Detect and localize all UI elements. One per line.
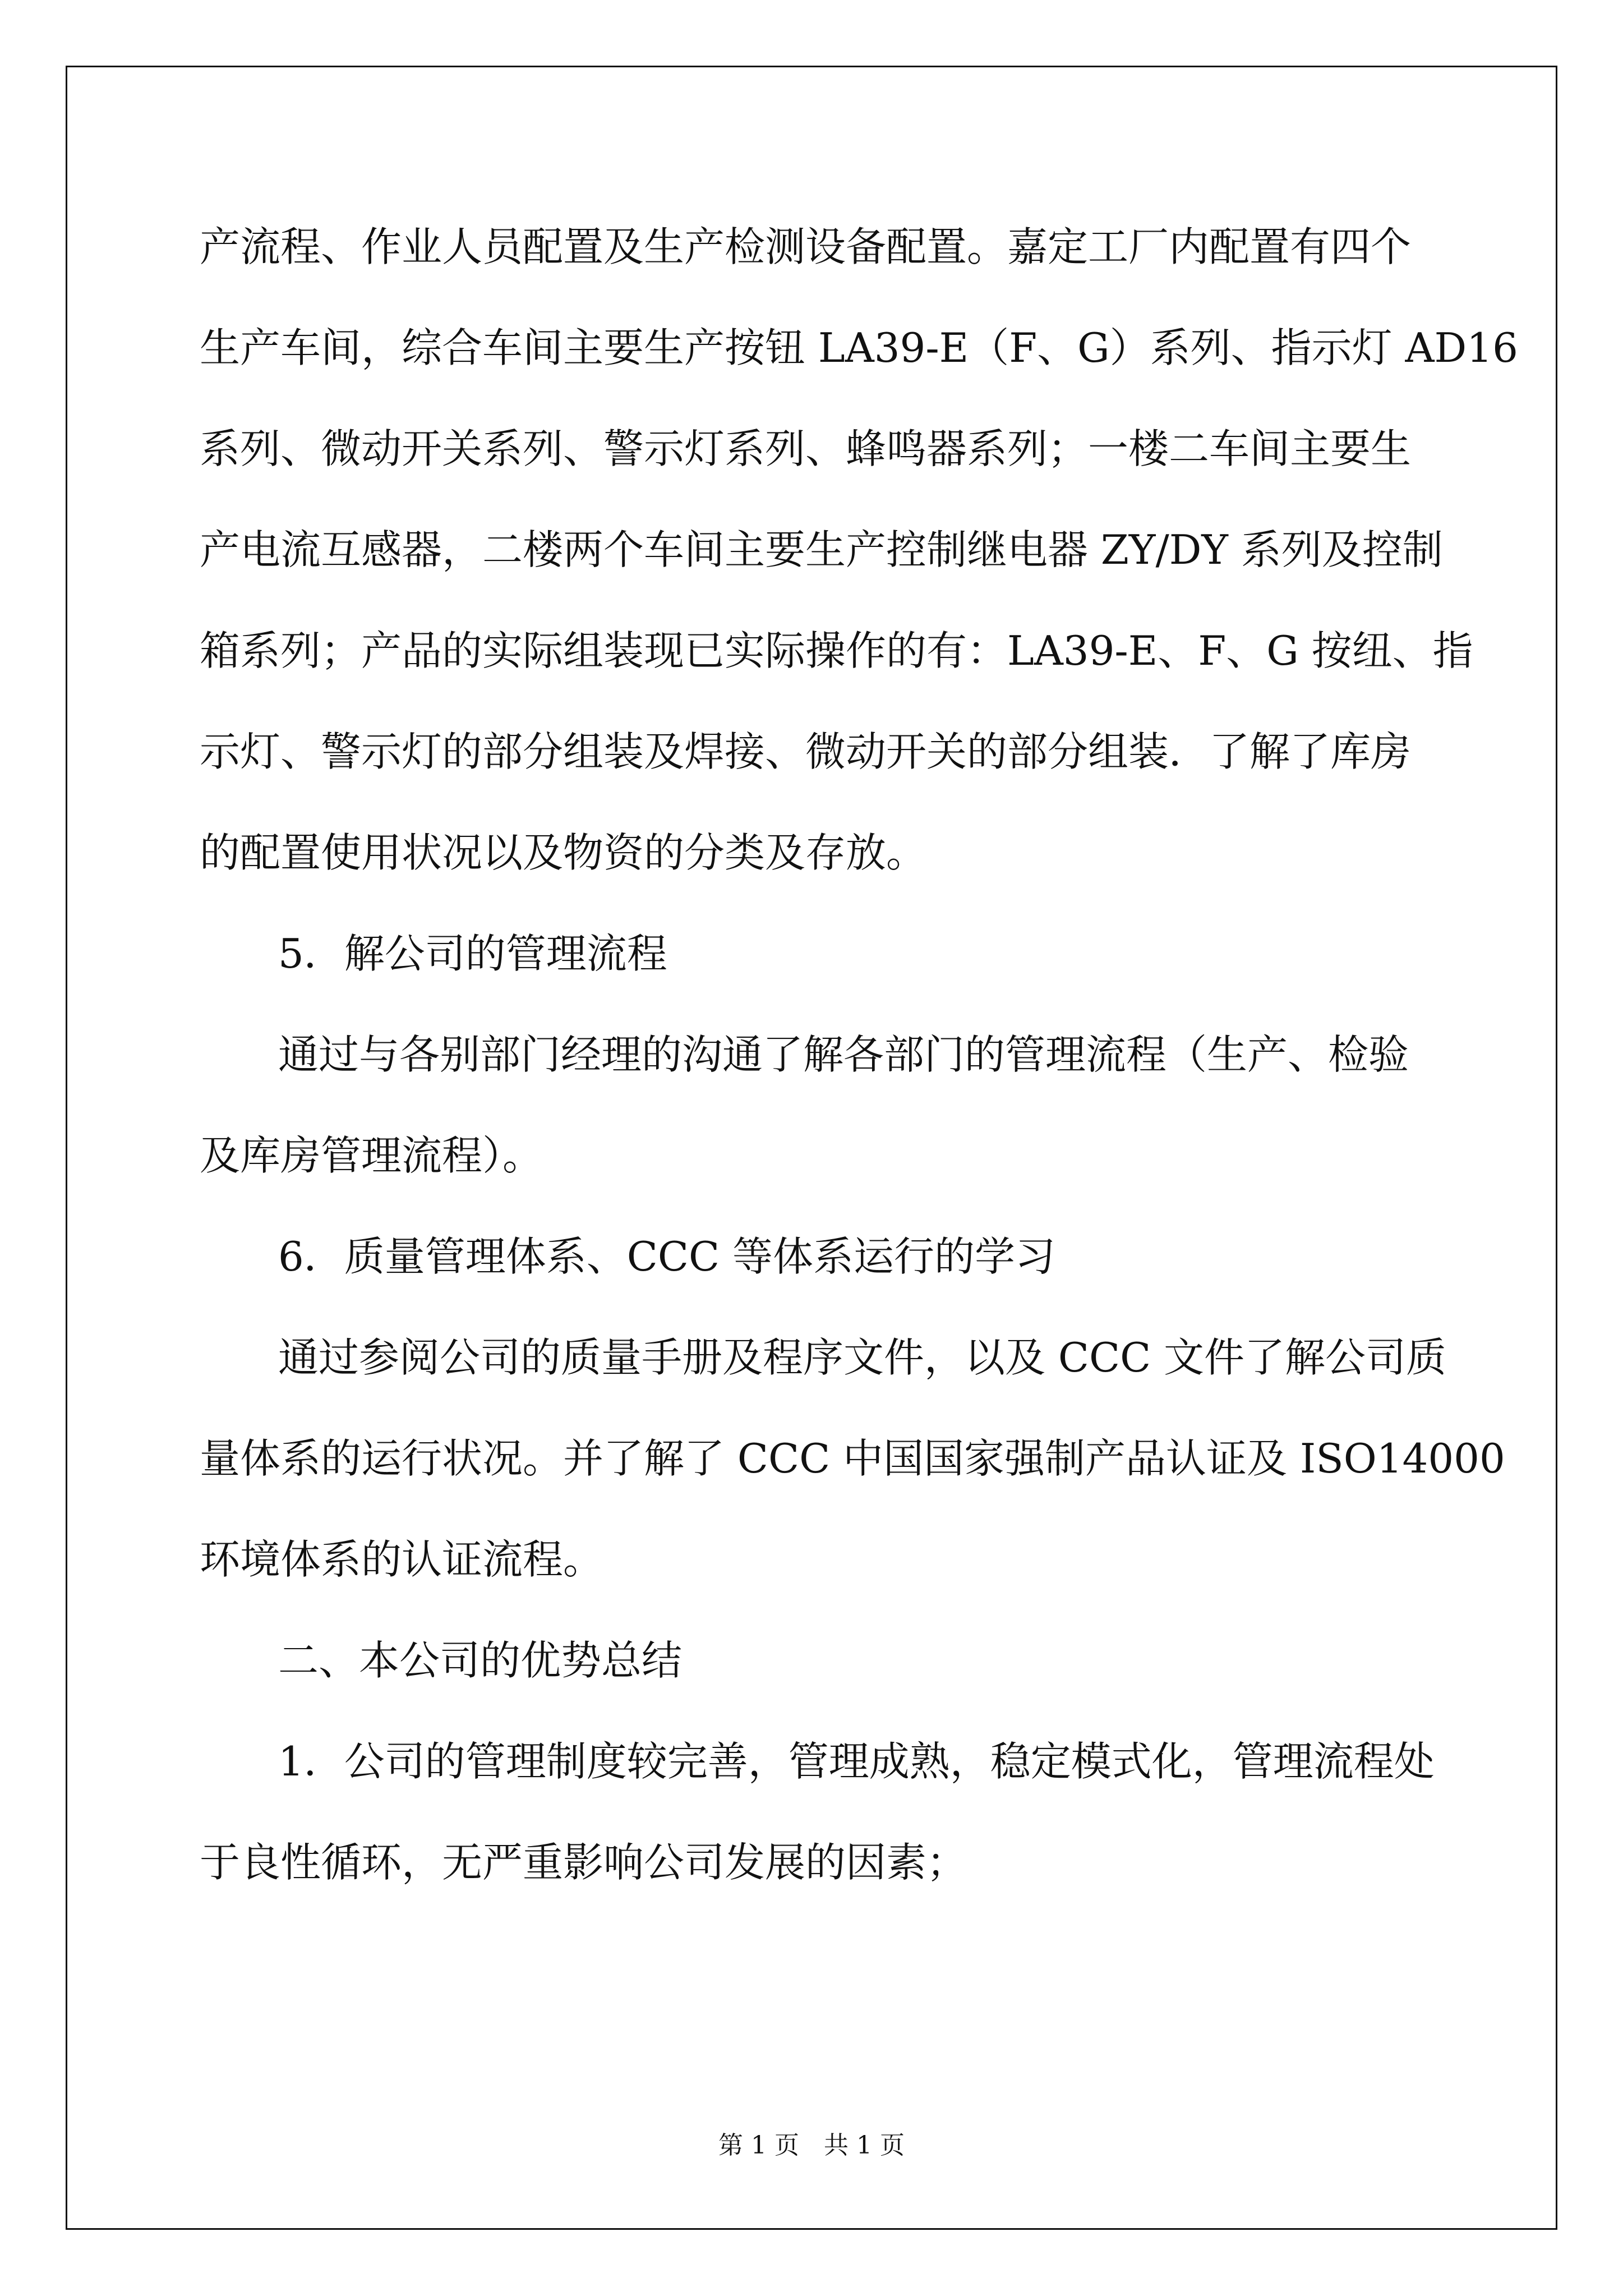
body-line: 产电流互感器，二楼两个车间主要生产控制继电器 ZY/DY 系列及控制: [200, 526, 1443, 573]
section-heading: 二、本公司的优势总结: [278, 1637, 683, 1684]
body-line: 通过参阅公司的质量手册及程序文件，以及 CCC 文件了解公司质: [278, 1334, 1447, 1381]
body-line: 1．公司的管理制度较完善，管理成熟，稳定模式化，管理流程处: [278, 1738, 1435, 1785]
body-line: 环境体系的认证流程。: [200, 1536, 604, 1583]
body-line: 的配置使用状况以及物资的分类及存放。: [200, 829, 927, 876]
body-line: 于良性循环，无严重影响公司发展的因素；: [200, 1839, 967, 1886]
body-line: 生产车间，综合车间主要生产按钮 LA39-E（F、G）系列、指示灯 AD16: [200, 324, 1518, 371]
body-line: 量体系的运行状况。并了解了 CCC 中国国家强制产品认证及 ISO14000: [200, 1435, 1505, 1482]
page-number: 第 1 页 共 1 页: [718, 2131, 905, 2160]
section-heading: 6．质量管理体系、CCC 等体系运行的学习: [278, 1233, 1055, 1280]
body-line: 系列、微动开关系列、警示灯系列、蜂鸣器系列；一楼二车间主要生: [200, 425, 1412, 472]
section-heading: 5．解公司的管理流程: [278, 930, 667, 977]
body-line: 箱系列；产品的实际组装现已实际操作的有：LA39-E、F、G 按纽、指: [200, 627, 1473, 674]
body-line: 示灯、警示灯的部分组装及焊接、微动开关的部分组装．了解了库房: [200, 728, 1412, 775]
body-line: 通过与各别部门经理的沟通了解各部门的管理流程（生产、检验: [278, 1031, 1409, 1078]
body-line: 及库房管理流程）。: [200, 1132, 543, 1179]
body-line: 产流程、作业人员配置及生产检测设备配置。嘉定工厂内配置有四个: [200, 223, 1412, 270]
